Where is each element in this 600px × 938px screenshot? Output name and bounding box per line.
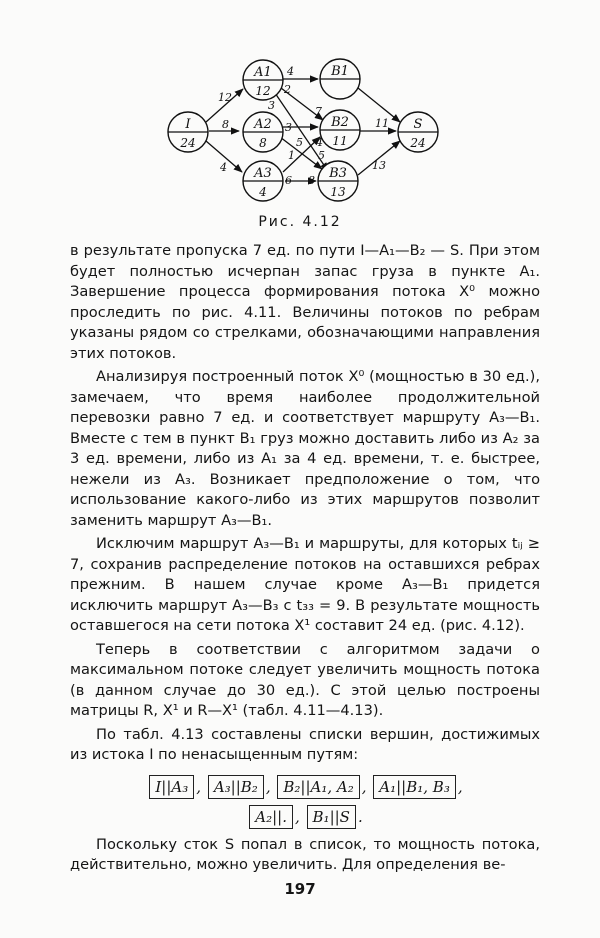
edge-label: 1 (288, 149, 295, 162)
edge-label: 8 (308, 174, 315, 187)
node-A2-value: 8 (259, 136, 267, 150)
edge-label: 3 (285, 121, 292, 134)
node-B3-label: B3 (329, 166, 347, 181)
node-S-value: 24 (410, 136, 426, 150)
edge-label: 6 (285, 174, 292, 187)
vertex-lists (70, 772, 540, 832)
node-A2-label: A2 (254, 117, 272, 132)
edge-label: 5 (296, 136, 303, 149)
node-B2-value: 11 (332, 134, 348, 148)
paragraph: Исключим маршрут A₃—B₁ и маршруты, для которых tᵢⱼ ≥ 7, сохранив распределение потоков на оставшихся ребрах прежним. В нашем случае кроме A₃—B₁ придется исключить маршрут A₃—B₃ с t₃₃ = 9. В результате мощность оставшегося на сети потока X¹ составит 24 ед. (рис. 4.12). (70, 535, 540, 634)
node-A3-label: A3 (254, 166, 272, 181)
vertex-list-box: A₃||B₂ (208, 775, 264, 799)
edge-label: 2 (284, 83, 291, 96)
paragraph: По табл. 4.13 составлены списки вершин, достижимых из истока I по ненасыщенным путям: (70, 725, 540, 763)
node-B1-label: B1 (331, 64, 349, 79)
network-edges (206, 79, 400, 181)
node-I-label: I (185, 117, 191, 132)
paragraph: Поскольку сток S попал в список, то мощность потока, действительно, можно увеличить. Для определения ве- (70, 835, 540, 873)
paragraph: в результате пропуска 7 ед. по пути I—A₁—B₂ — S. При этом будет полностью исчерпан запас груза в пункте A₁. Завершение процесса формирования потока X⁰ можно проследить по рис. 4.11. Величины потоков по ребрам указаны рядом со стрелками, обозначающими направления этих потоков. (70, 242, 540, 362)
node-B3-value: 13 (330, 185, 346, 199)
node-A3-value: 4 (259, 185, 267, 199)
node-I-value: 24 (180, 136, 196, 150)
node-A1-value: 12 (255, 84, 271, 98)
figure-caption: Рис. 4.12 (258, 214, 342, 230)
vertex-list-box: B₂||A₁, A₂ (277, 775, 359, 799)
edge-label: 4 (287, 65, 294, 78)
edge-label: 4 (220, 161, 227, 174)
network-flow-figure (150, 55, 450, 220)
node-A1-label: A1 (254, 65, 272, 80)
paragraph: Теперь в соответствии с алгоритмом задачи о максимальном потоке следует увеличить мощность потока (в данном случае до 30 ед.). С этой целью построены матрицы R, X¹ и R—X¹ (табл. 4.11—4.13). (70, 640, 540, 719)
edge-label: 3 (268, 99, 275, 112)
body-text (70, 241, 540, 876)
edge-label: 12 (218, 91, 232, 104)
node-B2-label: B2 (331, 115, 349, 130)
edge-label: 7 (315, 105, 322, 118)
vertex-list-box: A₂||. (249, 805, 293, 829)
paragraph: Анализируя построенный поток X⁰ (мощностью в 30 ед.), замечаем, что время наиболее продолжительной перевозки равно 7 ед. и соответствует маршруту A₃—B₁. Вместе с тем в пункт B₁ груз можно доставить либо из A₂ за 3 ед. времени, либо из A₁ за 4 ед. времени, т. е. быстрее, нежели из A₃. Возникает предположение о том, что использование какого-либо из этих маршрутов позволит заменить маршрут A₃—B₁. (70, 368, 540, 529)
vertex-list-box: I||A₃ (149, 775, 194, 799)
edge-label: 13 (372, 159, 386, 172)
edge-label: 5 (318, 149, 325, 162)
vertex-lists-row: I||A₃ , A₃||B₂ , B₂||A₁, A₂ , A₁||B₁, B₃ , (70, 772, 540, 802)
page-number: 197 (284, 880, 316, 898)
edge-label: 4 (316, 136, 323, 149)
vertex-list-box: A₁||B₁, B₃ (373, 775, 456, 799)
node-S-label: S (413, 117, 423, 132)
vertex-lists-row: A₂||. , B₁||S . (70, 802, 540, 832)
edge-label: 8 (222, 118, 229, 131)
edge-label: 11 (375, 117, 389, 130)
vertex-list-box: B₁||S (307, 805, 356, 829)
